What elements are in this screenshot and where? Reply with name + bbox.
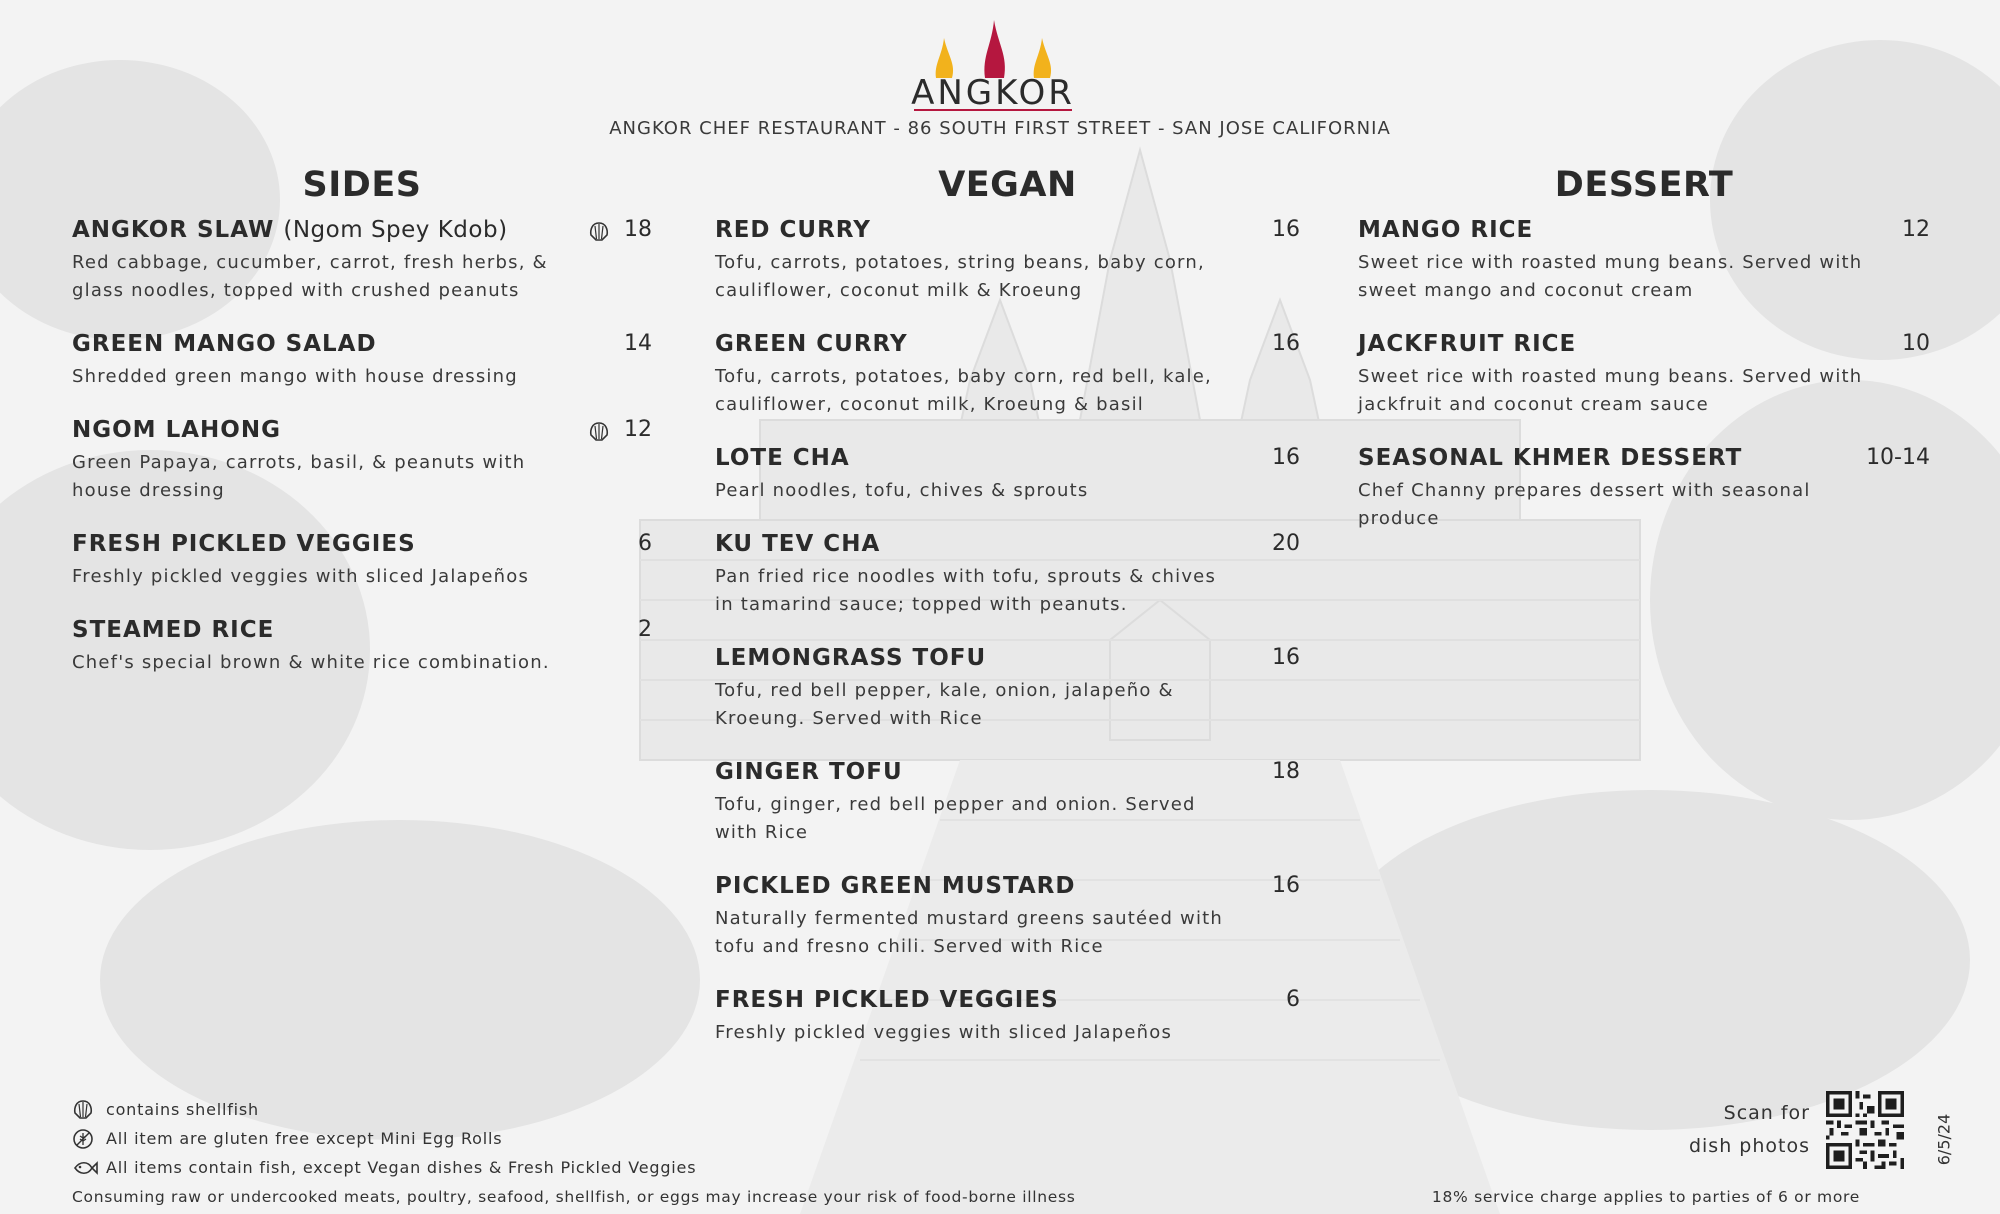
item-description: Pan fried rice noodles with tofu, sprouts & chives in tamarind sauce; topped with peanuts. xyxy=(715,566,1217,615)
shellfish-icon xyxy=(588,421,610,443)
restaurant-address: ANGKOR CHEF RESTAURANT - 86 SOUTH FIRST STREET - SAN JOSE CALIFORNIA xyxy=(609,118,1391,139)
item-description: Chef's special brown & white rice combination. xyxy=(72,652,550,673)
logo-wordmark: ANGKOR xyxy=(911,73,1075,113)
item-description: Tofu, ginger, red bell pepper and onion. Served with Rice xyxy=(715,794,1196,843)
menu-item xyxy=(715,987,1300,1047)
sides-title: SIDES xyxy=(302,165,422,205)
qr-code[interactable] xyxy=(1826,1091,1904,1169)
item-description: Sweet rice with roasted mung beans. Served with sweet mango and coconut cream xyxy=(1358,252,1863,301)
menu-item xyxy=(72,331,652,391)
menu-item xyxy=(715,873,1300,961)
scan-line-1: Scan for xyxy=(1723,1102,1810,1124)
logo-spire-right xyxy=(1034,38,1051,78)
scan-prompt xyxy=(1640,1097,1810,1163)
item-description: Red cabbage, cucumber, carrot, fresh herbs, & glass noodles, topped with crushed peanuts xyxy=(72,252,548,301)
angkor-logo xyxy=(908,16,1078,114)
menu-item xyxy=(72,617,652,677)
menu-item xyxy=(72,417,652,505)
item-name: LOTE CHA xyxy=(715,445,850,471)
logo-spire-left xyxy=(936,38,953,78)
item-price: 16 xyxy=(1272,645,1300,670)
item-name: LEMONGRASS TOFU xyxy=(715,645,987,671)
item-price: 18 xyxy=(1272,759,1300,784)
item-name: GREEN MANGO SALAD xyxy=(72,331,377,357)
shellfish-icon xyxy=(72,1099,94,1121)
menu-item xyxy=(72,217,652,305)
item-price: 18 xyxy=(624,217,652,242)
item-name: ANGKOR SLAW (Ngom Spey Kdob) xyxy=(72,217,508,243)
menu-item xyxy=(715,531,1300,619)
scan-line-2: dish photos xyxy=(1688,1135,1810,1157)
item-name: FRESH PICKLED VEGGIES xyxy=(72,531,416,557)
item-name: RED CURRY xyxy=(715,217,871,243)
item-price: 16 xyxy=(1272,217,1300,242)
item-description: Freshly pickled veggies with sliced Jalapeños xyxy=(72,566,530,587)
item-price: 2 xyxy=(638,617,652,642)
legend-fish-text: All items contain fish, except Vegan dishes & Fresh Pickled Veggies xyxy=(106,1158,697,1177)
item-price: 20 xyxy=(1272,531,1300,556)
item-name: GINGER TOFU xyxy=(715,759,903,785)
item-name: SEASONAL KHMER DESSERT xyxy=(1358,445,1743,471)
gluten-free-icon xyxy=(72,1128,94,1150)
menu-item xyxy=(715,645,1300,733)
service-charge-note: 18% service charge applies to parties of 6 or more xyxy=(1431,1188,1860,1206)
item-price: 16 xyxy=(1272,445,1300,470)
item-description: Pearl noodles, tofu, chives & sprouts xyxy=(715,480,1089,501)
dessert-title: DESSERT xyxy=(1554,165,1734,205)
item-name: JACKFRUIT RICE xyxy=(1358,331,1577,357)
sides-column xyxy=(72,165,652,703)
item-description: Sweet rice with roasted mung beans. Served with jackfruit and coconut cream sauce xyxy=(1358,366,1863,415)
item-description: Freshly pickled veggies with sliced Jalapeños xyxy=(715,1022,1173,1043)
item-name: PICKLED GREEN MUSTARD xyxy=(715,873,1076,899)
item-description: Tofu, carrots, potatoes, string beans, baby corn, cauliflower, coconut milk & Kroeung xyxy=(715,252,1205,301)
vegan-column xyxy=(715,165,1300,1073)
legend-shellfish-text: contains shellfish xyxy=(106,1100,259,1119)
shellfish-icon xyxy=(588,221,610,243)
item-price: 16 xyxy=(1272,873,1300,898)
menu-item xyxy=(715,445,1300,505)
item-alt-name: (Ngom Spey Kdob) xyxy=(283,217,508,243)
item-price: 16 xyxy=(1272,331,1300,356)
item-name: STEAMED RICE xyxy=(72,617,275,643)
vegan-title: VEGAN xyxy=(938,165,1077,205)
item-price: 10 xyxy=(1902,331,1930,356)
item-description: Green Papaya, carrots, basil, & peanuts with house dressing xyxy=(72,452,526,501)
item-name: NGOM LAHONG xyxy=(72,417,281,443)
item-description: Shredded green mango with house dressing xyxy=(72,366,518,387)
menu-item xyxy=(1358,331,1930,419)
menu-item xyxy=(72,531,652,591)
item-price: 10-14 xyxy=(1866,445,1930,470)
food-safety-disclaimer: Consuming raw or undercooked meats, poultry, seafood, shellfish, or eggs may increase your risk of food-borne illness xyxy=(72,1188,1076,1206)
item-price: 12 xyxy=(624,417,652,442)
item-price: 6 xyxy=(1286,987,1300,1012)
menu-item xyxy=(1358,445,1930,533)
menu-item xyxy=(715,759,1300,847)
logo-spire-center xyxy=(984,20,1004,78)
legend-gluten-text: All item are gluten free except Mini Egg Rolls xyxy=(106,1129,503,1148)
menu-date: 6/5/24 xyxy=(1934,1113,1954,1166)
item-description: Naturally fermented mustard greens sautéed with tofu and fresno chili. Served with Rice xyxy=(715,908,1224,957)
menu-item xyxy=(715,331,1300,419)
menu-item xyxy=(1358,217,1930,305)
item-description: Chef Channy prepares dessert with seasonal produce xyxy=(1358,480,1811,529)
item-name: KU TEV CHA xyxy=(715,531,881,557)
item-description: Tofu, carrots, potatoes, baby corn, red bell, kale, cauliflower, coconut milk, Kroeung & basil xyxy=(715,366,1212,415)
item-name: MANGO RICE xyxy=(1358,217,1534,243)
item-description: Tofu, red bell pepper, kale, onion, jalapeño & Kroeung. Served with Rice xyxy=(715,680,1174,729)
item-price: 12 xyxy=(1902,217,1930,242)
item-price: 6 xyxy=(638,531,652,556)
item-price: 14 xyxy=(624,331,652,356)
item-name: FRESH PICKLED VEGGIES xyxy=(715,987,1059,1013)
fish-icon xyxy=(72,1157,98,1179)
menu-item xyxy=(715,217,1300,305)
dessert-column xyxy=(1358,165,1930,559)
item-name: GREEN CURRY xyxy=(715,331,908,357)
